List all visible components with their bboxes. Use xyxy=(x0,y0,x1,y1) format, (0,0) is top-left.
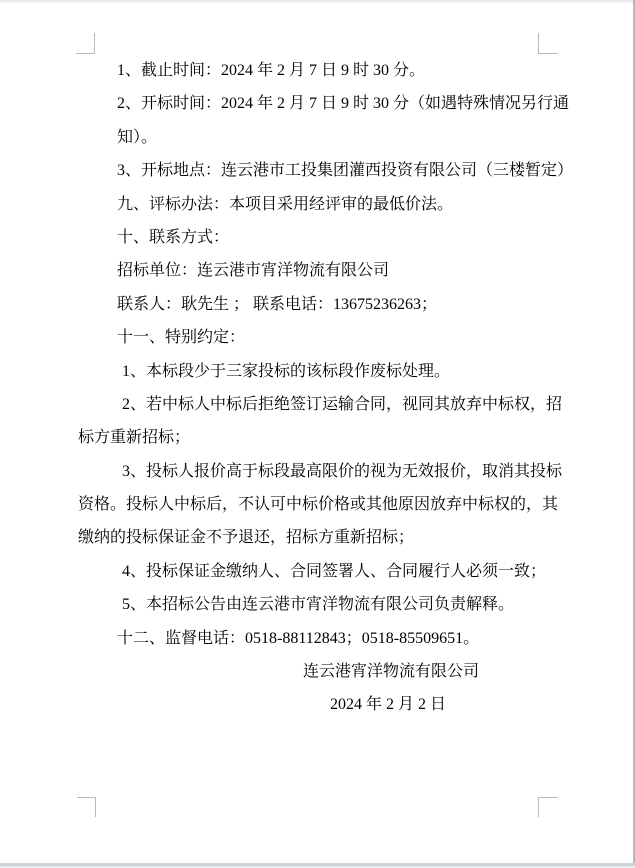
special-term-3-line: 3、投标人报价高于标段最高限价的视为无效报价，取消其投标 xyxy=(122,462,563,480)
supervision-phone-line: 十二、监督电话：0518-88112843；0518-85509651。 xyxy=(117,629,480,647)
tender-unit-line: 招标单位：连云港市宵洋物流有限公司 xyxy=(117,262,390,280)
margin-crop-mark-bottom-left xyxy=(95,797,96,817)
margin-crop-mark-bottom-right xyxy=(538,797,558,798)
bid-opening-place-line: 3、开标地点：连云港市工投集团灌西投资有限公司（三楼暂定） xyxy=(117,162,574,180)
special-terms-heading: 十一、特别约定： xyxy=(117,329,246,347)
margin-crop-mark-bottom-right xyxy=(538,797,539,817)
special-term-2-wrap: 标方重新招标； xyxy=(78,429,191,447)
bid-opening-time-line: 2、开标时间：2024 年 2 月 7 日 9 时 30 分（如遇特殊情况另行通 xyxy=(117,95,570,113)
evaluation-method-line: 九、评标办法：本项目采用经评审的最低价法。 xyxy=(117,195,454,213)
contact-section-heading: 十、联系方式： xyxy=(117,228,230,246)
document-body xyxy=(78,54,578,722)
special-term-2-line: 2、若中标人中标后拒绝签订运输合同，视同其放弃中标权，招 xyxy=(122,395,563,413)
signature-date-line: 2024 年 2 月 2 日 xyxy=(330,696,447,714)
signature-company-line: 连云港宵洋物流有限公司 xyxy=(303,663,480,681)
margin-crop-mark-bottom-left xyxy=(77,797,96,798)
special-term-3-wrap-1: 资格。投标人中标后，不认可中标价格或其他原因放弃中标权的，其 xyxy=(78,496,559,514)
margin-crop-mark-top-right xyxy=(538,33,539,54)
special-term-5-line: 5、本招标公告由连云港市宵洋物流有限公司负责解释。 xyxy=(122,596,515,614)
margin-crop-mark-top-left xyxy=(94,33,95,54)
special-term-3-wrap-2: 缴纳的投标保证金不予退还，招标方重新招标； xyxy=(78,529,415,547)
page-top-edge xyxy=(0,0,635,3)
special-term-4-line: 4、投标保证金缴纳人、合同签署人、合同履行人必须一致； xyxy=(122,562,547,580)
deadline-time-line: 1、截止时间：2024 年 2 月 7 日 9 时 30 分。 xyxy=(117,62,426,79)
special-term-1-line: 1、本标段少于三家投标的该标段作废标处理。 xyxy=(122,362,451,380)
contact-person-line: 联系人：耿先生 ； 联系电话：13675236263； xyxy=(117,295,438,313)
bid-opening-time-wrap: 知）。 xyxy=(117,128,158,146)
